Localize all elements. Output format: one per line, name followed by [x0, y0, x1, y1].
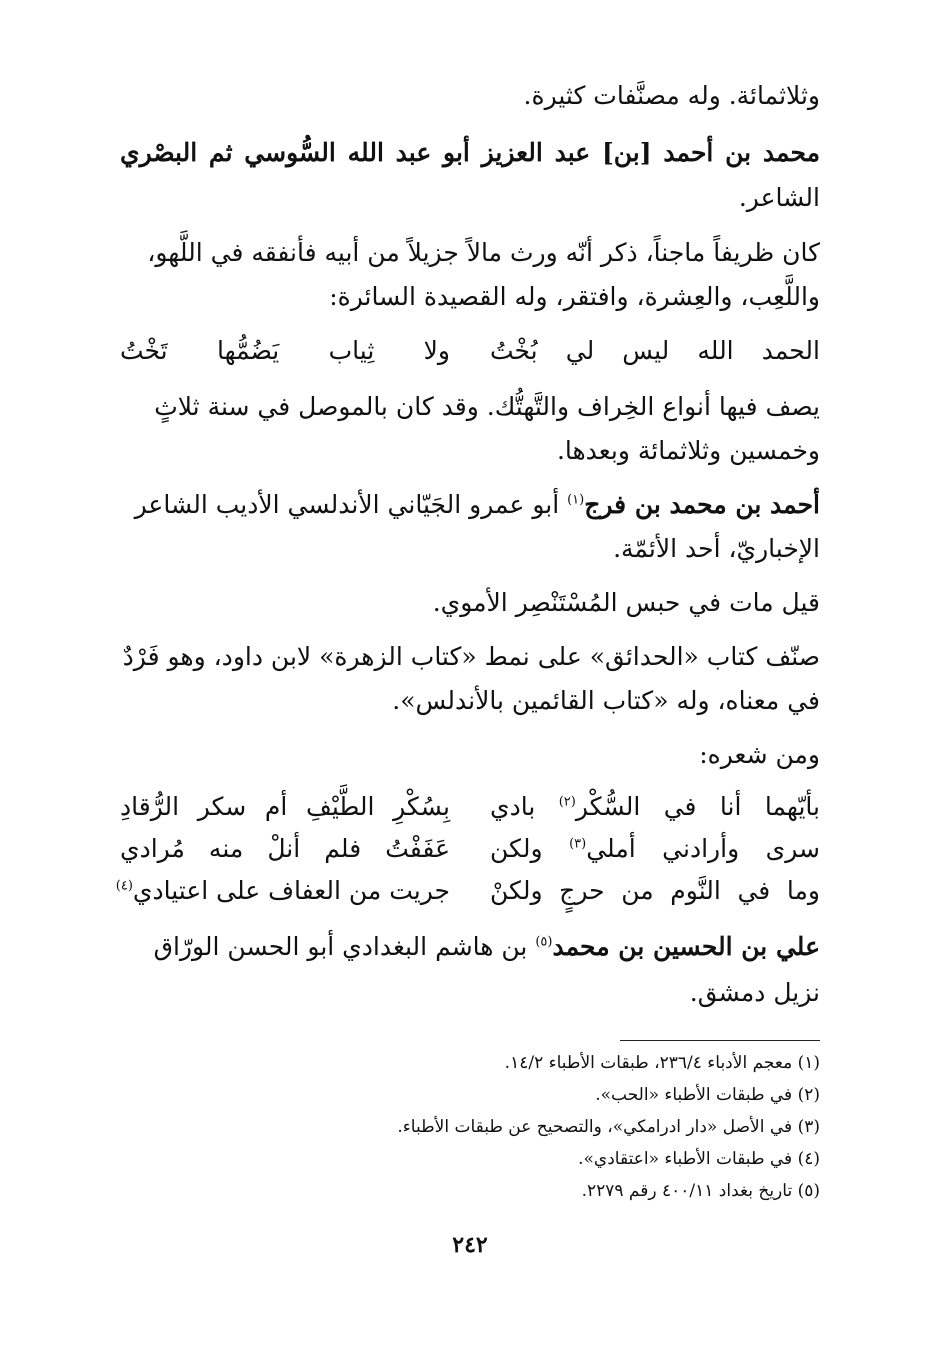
entry-name: أحمد بن محمد بن فرج — [584, 490, 820, 519]
footnote: (٣) في الأصل «دار ادرامكي»، والتصحيح عن طبقات الأطباء. — [397, 1117, 820, 1137]
text-line: وثلاثمائة. وله مصنَّفات كثيرة. — [523, 81, 820, 110]
entry-name: علي بن الحسين بن محمد — [552, 932, 820, 961]
text-line: الشاعر. — [738, 183, 820, 212]
verse-line — [115, 871, 820, 911]
verse-second-hemistich: ولا ثِياب يَضُمُّها تَخْتُ — [120, 336, 450, 365]
verse-line — [120, 331, 820, 371]
text-line: صنّف كتاب «الحدائق» على نمط «كتاب الزهرة» لابن داود، وهو فَرْدٌ — [122, 642, 820, 671]
footnote: (٢) في طبقات الأطباء «الحب». — [595, 1085, 820, 1105]
footnote-ref: (١) — [567, 492, 585, 508]
verse-second-hemistich: عَفَفْتُ فلم أنلْ منه مُرادي — [120, 834, 450, 863]
footnote-divider — [620, 1040, 820, 1041]
footnote-ref: (٥) — [535, 934, 553, 950]
entry-heading-warraq — [120, 927, 820, 967]
verse-line — [120, 829, 820, 869]
verse-first-hemistich: وما في النَّوم من حرجٍ ولكنْ — [490, 876, 820, 905]
text-line: واللَّعِب، والعِشرة، وافتقر، وله القصيدة السائرة: — [329, 282, 820, 311]
entry-tail: أبو عمرو الجَيّاني الأندلسي الأديب الشاعر — [134, 490, 560, 519]
entry-tail: بن هاشم البغدادي أبو الحسن الورّاق — [153, 932, 528, 961]
verse-line — [120, 787, 820, 827]
text-line: قيل مات في حبس المُسْتَنْصِر الأموي. — [432, 588, 820, 617]
footnote: (١) معجم الأدباء ٢٣٦/٤، طبقات الأطباء ١٤/٢. — [504, 1053, 820, 1073]
text-line: ومن شعره: — [699, 740, 820, 769]
entry-heading-jayyani — [120, 485, 820, 525]
text-line: كان ظريفاً ماجناً، ذكر أنّه ورث مالاً جزيلاً من أبيه فأنفقه في اللَّهو، — [147, 238, 820, 267]
verse-second-hemistich: بِسُكْرِ الطَّيْفِ أم سكر الرُّقادِ — [120, 792, 450, 821]
verse-first-hemistich: سرى وأرادني أملي$^{(٣)}$ ولكن — [490, 834, 820, 863]
text-line: وخمسين وثلاثمائة وبعدها. — [556, 436, 820, 465]
text-line: الإخباريّ، أحد الأئمّة. — [613, 534, 820, 563]
footnote: (٤) في طبقات الأطباء «اعتقادي». — [578, 1149, 820, 1169]
footnote: (٥) تاريخ بغداد ٤٠٠/١١ رقم ٢٢٧٩. — [581, 1181, 820, 1201]
text-line: في معناه، وله «كتاب القائمين بالأندلس». — [392, 686, 820, 715]
verse-first-hemistich: بأيّهما أنا في السُّكْر$^{(٢)}$ بادي — [490, 792, 820, 821]
verse-second-hemistich: جريت من العفاف على اعتيادي$^{(٤)}$ — [115, 876, 450, 905]
page-number: ٢٤٢ — [452, 1232, 488, 1258]
entry-heading-sousi: محمد بن أحمد [بن] عبد العزيز أبو عبد الله السُّوسي ثم البصْري — [120, 138, 820, 167]
text-line: يصف فيها أنواع الخِراف والتَّهتُّك. وقد كان بالموصل في سنة ثلاثٍ — [154, 392, 820, 421]
verse-first-hemistich: الحمد الله ليس لي بُخْتُ — [490, 336, 820, 365]
text-line: نزيل دمشق. — [689, 978, 820, 1007]
